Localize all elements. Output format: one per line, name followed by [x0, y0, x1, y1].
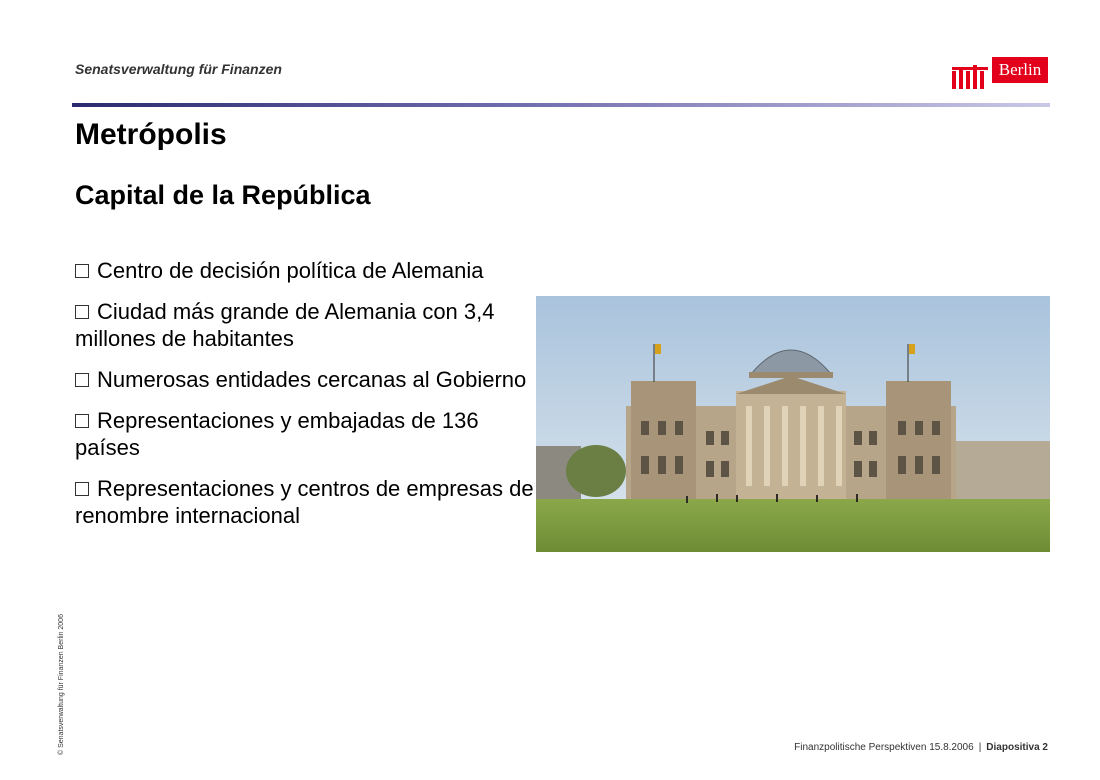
bullet-square-icon — [75, 305, 89, 319]
bullet-list — [75, 257, 545, 543]
bullet-item — [75, 366, 545, 393]
footer — [794, 742, 1048, 753]
header-rule — [72, 103, 1050, 107]
bullet-square-icon — [75, 482, 89, 496]
bullet-square-icon — [75, 414, 89, 428]
footer-presentation: Finanzpolitische Perspektiven 15.8.2006 — [794, 742, 974, 753]
bullet-square-icon — [75, 373, 89, 387]
bullet-text: Ciudad más grande de Alemania con 3,4 millones de habitantes — [75, 299, 495, 351]
bullet-text: Numerosas entidades cercanas al Gobierno — [97, 367, 527, 392]
bullet-item — [75, 298, 545, 352]
copyright-note: © Senatsverwaltung für Finanzen Berlin 2006 — [58, 614, 65, 755]
logo-wordmark: Berlin — [992, 57, 1048, 83]
page-subtitle: Capital de la República — [75, 180, 371, 210]
bullet-item — [75, 407, 545, 461]
org-name: Senatsverwaltung für Finanzen — [75, 61, 282, 77]
berlin-logo — [950, 57, 1050, 91]
bear-bars-icon — [950, 57, 990, 91]
bullet-text: Representaciones y centros de empresas de renombre internacional — [75, 476, 534, 528]
bullet-square-icon — [75, 264, 89, 278]
slide-number: Diapositiva 2 — [986, 742, 1048, 753]
bullet-item — [75, 257, 545, 284]
bullet-item — [75, 475, 545, 529]
bullet-text: Centro de decisión política de Alemania — [97, 258, 484, 283]
reichstag-photo — [536, 296, 1050, 552]
page-title: Metrópolis — [75, 118, 227, 151]
footer-separator: | — [978, 742, 982, 753]
bullet-text: Representaciones y embajadas de 136 países — [75, 408, 479, 460]
